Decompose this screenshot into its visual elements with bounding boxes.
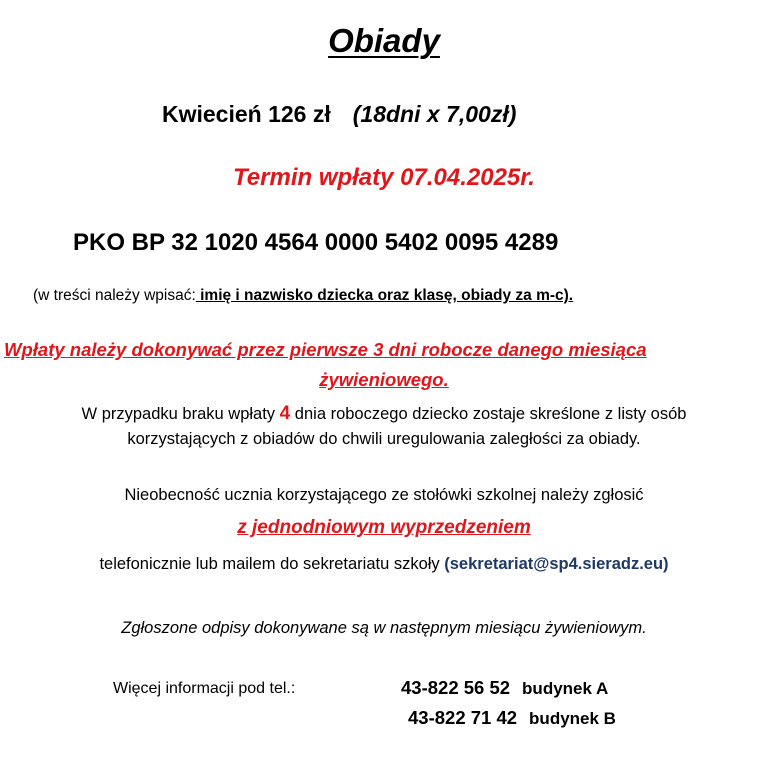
note-content: imię i nazwisko dziecka oraz klasę, obiady za m-c). [195, 287, 574, 304]
payment-warning-line1: Wpłaty należy dokonywać przez pierwsze 3 dni robocze danego miesiąca [4, 339, 647, 360]
nonpayment-line2: korzystających z obiadów do chwili uregulowania zaległości za obiady. [127, 430, 641, 448]
note-prefix: (w treści należy wpisać: [33, 287, 196, 304]
payment-deadline: Termin wpłaty 07.04.2025r. [233, 164, 535, 191]
absence-line1: Nieobecność ucznia korzystającego ze stołówki szkolnej należy zgłosić [124, 486, 644, 504]
price-line [162, 101, 516, 128]
building-label-b: budynek B [529, 709, 616, 728]
phone-number-a[interactable]: 43-822 56 52 [401, 677, 511, 698]
absence-advance-notice: z jednodniowym wyprzedzeniem [237, 517, 531, 538]
nonpayment-after: dnia roboczego dziecko zostaje skreślone z listy osób [290, 405, 687, 423]
absence-contact-text: telefonicznie lub mailem do sekretariatu szkoły [99, 555, 445, 573]
phone-entry-a [401, 677, 608, 699]
monthly-price: Kwiecień 126 zł [162, 101, 331, 127]
nonpayment-day-number: 4 [279, 403, 291, 424]
page-title: Obiady [328, 22, 440, 59]
transfer-title-note [33, 287, 573, 305]
phone-number-b[interactable]: 43-822 71 42 [408, 707, 518, 728]
building-label-a: budynek A [522, 679, 609, 698]
phone-entry-b [408, 707, 616, 729]
payment-warning-line2: żywieniowego. [319, 369, 449, 390]
nonpayment-line1 [0, 403, 768, 425]
contact-label: Więcej informacji pod tel.: [113, 680, 296, 697]
bank-account: PKO BP 32 1020 4564 0000 5402 0095 4289 [73, 229, 559, 256]
refund-note: Zgłoszone odpisy dokonywane są w następnym miesiącu żywieniowym. [121, 619, 647, 637]
secretariat-email-link[interactable]: (sekretariat@sp4.sieradz.eu) [444, 555, 669, 573]
price-calculation: (18dni x 7,00zł) [352, 101, 517, 127]
absence-line3 [0, 555, 768, 574]
nonpayment-before: W przypadku braku wpłaty [81, 405, 280, 423]
